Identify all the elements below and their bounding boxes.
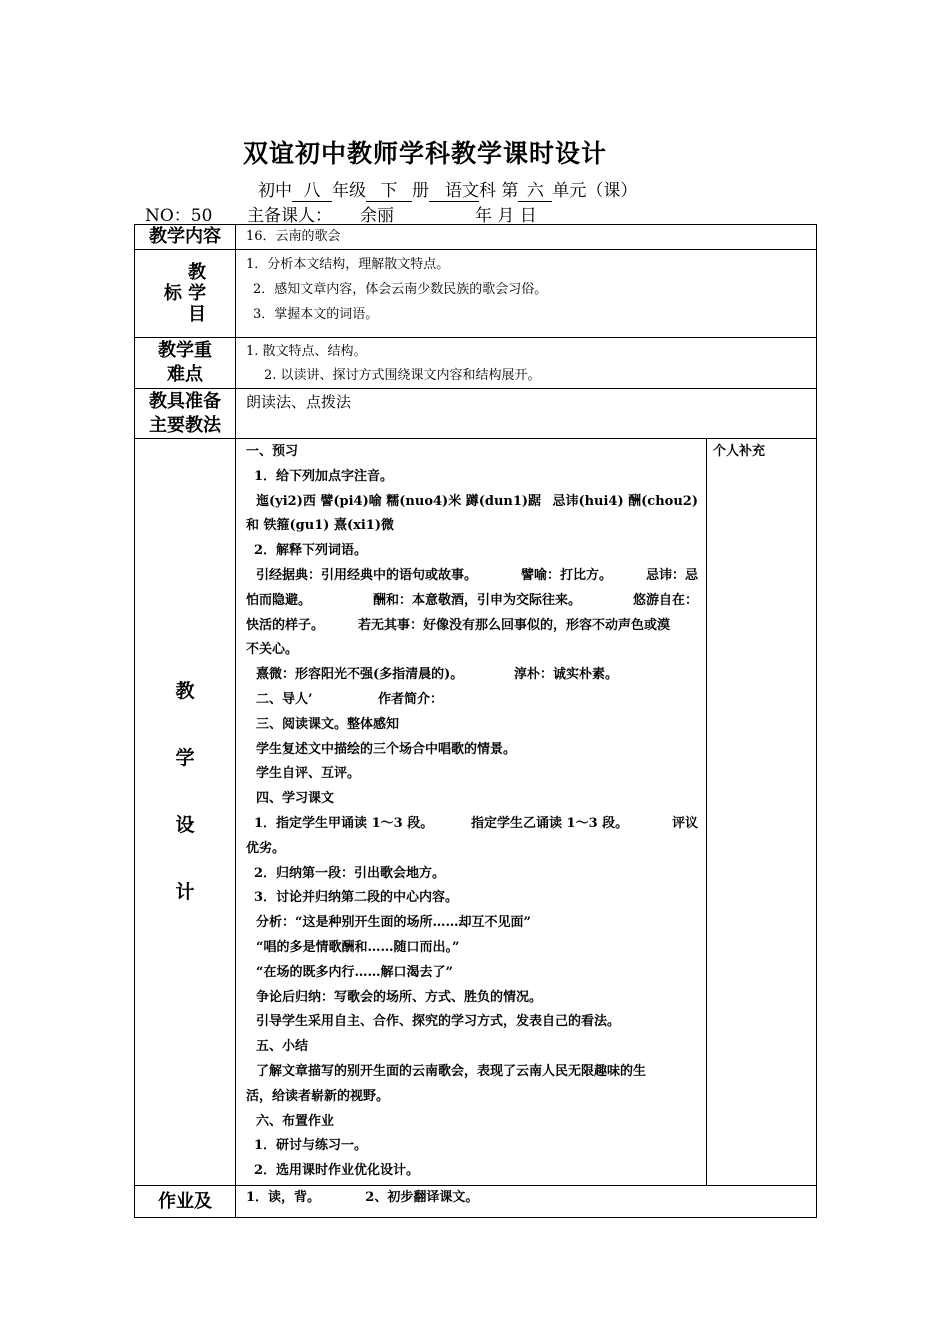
section-heading: 四、学习课文 [256, 791, 335, 807]
section-heading: 二、导人’ 作者简介： [256, 691, 444, 707]
design-line: 争论后归纳：写歌会的场所、方式、胜负的情况。 [256, 989, 543, 1005]
homework-value: 1．读，背。 2、初步翻译课文。 [236, 1186, 817, 1218]
design-line: 引导学生采用自主、合作、探究的学习方式，发表自己的看法。 [256, 1014, 621, 1030]
tools-label: 教具准备 主要教法 [135, 389, 236, 439]
design-line: “唱的多是情歌酬和……随口而出。” [256, 939, 460, 955]
goal-item: 3．掌握本文的词语。 [253, 307, 379, 322]
unit-field: 六 [518, 182, 552, 202]
design-line: 不关心。 [246, 642, 299, 658]
content-label: 教学内容 [135, 225, 236, 250]
subject-field: 语文 [429, 182, 479, 202]
goals-list [236, 250, 817, 338]
goals-row [135, 250, 817, 338]
key-points-list [236, 338, 817, 389]
design-line: 1．给下列加点字注音。 [254, 468, 394, 484]
design-line: 优劣。 [246, 840, 286, 856]
key-points-label: 教学重 难点 [135, 338, 236, 389]
tools-row [135, 389, 817, 439]
date-field: 年 月 日 [475, 206, 537, 226]
design-line: 2．归纳第一段：引出歌会地方。 [254, 865, 446, 881]
content-value: 16．云南的歌会 [236, 225, 817, 250]
design-line: 活，给读者崭新的视野。 [246, 1088, 390, 1104]
design-row [135, 439, 817, 1186]
design-line: 快活的样子。 若无其事：好像没有那么回事似的，形容不动声色或漠 [246, 617, 671, 633]
design-line: “在场的既多内行……解口渴去了” [256, 964, 453, 980]
term-field: 下 [366, 182, 412, 202]
design-line: 了解文章描写的别开生面的云南歌会，表现了云南人民无限趣味的生 [256, 1063, 647, 1079]
design-line: 2．选用课时作业优化设计。 [254, 1163, 420, 1179]
goal-item: 2．感知文章内容，体会云南少数民族的歌会习俗。 [253, 282, 548, 297]
level-label: 初中 [258, 181, 292, 201]
key-points-row [135, 338, 817, 389]
key-point: 2. 以读讲、探讨方式围绕课文内容和结构展开。 [264, 368, 541, 383]
lesson-plan-table [134, 224, 817, 1218]
goals-label: 教 标 学 目 [135, 250, 236, 338]
design-body [236, 439, 707, 1186]
design-line: 迤(yi2)西 譬(pi4)喻 糯(nuo4)米 蹲(dun1)踞 忌讳(hui4) 酬(chou2) [256, 493, 698, 509]
section-heading: 一、预习 [246, 444, 299, 459]
design-line: 3．讨论并归纳第二段的中心内容。 [254, 890, 459, 906]
lesson-number: NO：50 [145, 206, 213, 226]
design-line: 熹微：形容阳光不强(多指清晨的)。 淳朴：诚实朴素。 [256, 667, 619, 683]
supplement-label: 个人补充 [707, 439, 817, 1186]
lead-teacher-label: 主备课人： [247, 206, 332, 226]
grade-label: 年级 [332, 181, 366, 201]
design-line: 学生自评、互评。 [256, 766, 361, 782]
term-label: 册 [412, 181, 429, 201]
design-line: 引经据典：引用经典中的语句或故事。 譬喻：打比方。 忌讳：忌 [256, 567, 698, 583]
tools-value: 朗读法、点拨法 [236, 389, 817, 439]
design-label: 教 学 设 计 [135, 439, 236, 1186]
design-line: 和 铁箍(gu1) 熹(xi1)微 [246, 518, 394, 534]
subject-label: 科 第 [479, 181, 519, 201]
content-row [135, 225, 817, 250]
course-info-line [258, 176, 637, 202]
design-line: 1．研讨与练习一。 [254, 1138, 368, 1154]
page-title: 双谊初中教师学科教学课时设计 [242, 139, 607, 168]
unit-label: 单元（课） [552, 181, 638, 201]
section-heading: 三、阅读课文。整体感知 [256, 716, 400, 732]
design-line: 分析：“这是种别开生面的场所……却互不见面” [256, 915, 531, 931]
goal-item: 1．分析本文结构，理解散文特点。 [246, 257, 450, 272]
lead-teacher-name: 余丽 [360, 206, 394, 226]
design-line: 1．指定学生甲诵读 1～3 段。 指定学生乙诵读 1～3 段。 评议 [254, 815, 698, 831]
homework-row [135, 1186, 817, 1218]
section-heading: 五、小结 [256, 1039, 309, 1055]
section-heading: 六、布置作业 [256, 1113, 335, 1129]
key-point: 1. 散文特点、结构。 [246, 344, 367, 359]
design-line: 2．解释下列词语。 [254, 543, 368, 559]
homework-label: 作业及 [135, 1186, 236, 1218]
design-line: 学生复述文中描绘的三个场合中唱歌的情景。 [256, 741, 517, 757]
design-line: 怕而隐避。 酬和：本意敬酒，引申为交际往来。 悠游自在： [246, 592, 698, 608]
grade-field: 八 [292, 182, 332, 202]
